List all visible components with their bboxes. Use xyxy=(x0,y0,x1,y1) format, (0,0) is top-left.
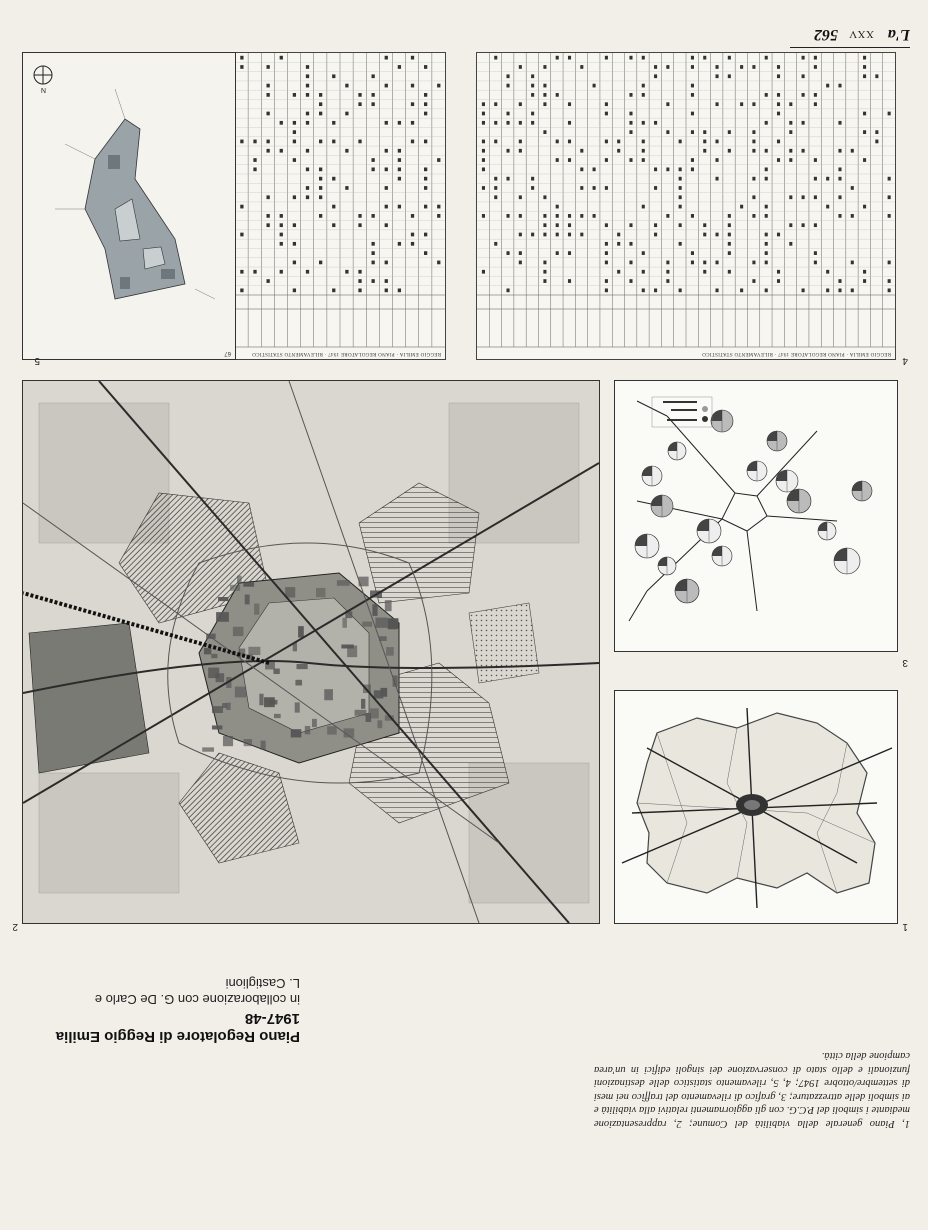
figure-1-number: 1 xyxy=(902,921,908,932)
table-5-page-number: 67 xyxy=(224,350,231,356)
figure-3-number: 3 xyxy=(902,657,908,668)
figure-4-number: 4 xyxy=(902,355,908,366)
city-plan-drawing xyxy=(23,381,599,923)
sample-area-map-drawing xyxy=(23,53,235,359)
page-header xyxy=(790,23,910,48)
comune-map-drawing xyxy=(615,691,897,923)
table-5-title: REGGIO EMILIA · PIANO REGOLATORE 1947 · RILEVAMENTO STATISTICO xyxy=(251,351,441,356)
table-4-grid xyxy=(477,53,895,359)
figure-5-statistical-table xyxy=(234,52,446,360)
article-years: 1947-48 xyxy=(244,1010,300,1027)
figure-caption xyxy=(594,1049,910,1130)
table-4-title: REGGIO EMILIA · PIANO REGOLATORE 1947 · RILEVAMENTO STATISTICO xyxy=(701,351,891,356)
collaboration-credit xyxy=(10,975,300,1007)
figure-2-number: 2 xyxy=(12,921,18,932)
svg-text:N: N xyxy=(40,86,46,93)
caption-text: 1, Piano generale della viabilità del Comune; 2, rappresentazione mediante i simboli del P.C.G. con gli aggiornamenti relativi alla viabilità e ai simboli delle attrezzature; 3, grafico di rilevamento del traffico nei mesi di settembre/ottobre 1947; 4, 5, rilevamento statistico delle destinazioni funzionali e dello stato di conservazione dei singoli edifici in un'area campione della città. xyxy=(594,1050,910,1129)
magazine-mark: L'a xyxy=(887,26,910,43)
traffic-graph-legend xyxy=(652,397,712,427)
collaboration-line-1: in collaborazione con G. De Carlo e xyxy=(94,992,300,1007)
table-5-grid xyxy=(235,53,445,359)
article-title: Piano Regolatore di Reggio Emilia xyxy=(55,1028,300,1045)
traffic-graph-drawing xyxy=(615,381,897,651)
figure-5-sample-area-map xyxy=(22,52,236,360)
collaboration-line-2: L. Castiglioni xyxy=(225,976,300,991)
page-number: 562 xyxy=(814,26,838,43)
figure-2-city-plan xyxy=(22,380,600,924)
volume-number: XXV xyxy=(848,28,874,40)
figure-4-statistical-table xyxy=(476,52,896,360)
figure-1-comune-road-map xyxy=(614,690,898,924)
article-title-block xyxy=(10,975,300,1045)
city-center xyxy=(736,794,768,816)
figure-5-number: 5 xyxy=(34,355,40,366)
figure-3-traffic-graph xyxy=(614,380,898,652)
north-arrow-icon xyxy=(34,66,52,84)
